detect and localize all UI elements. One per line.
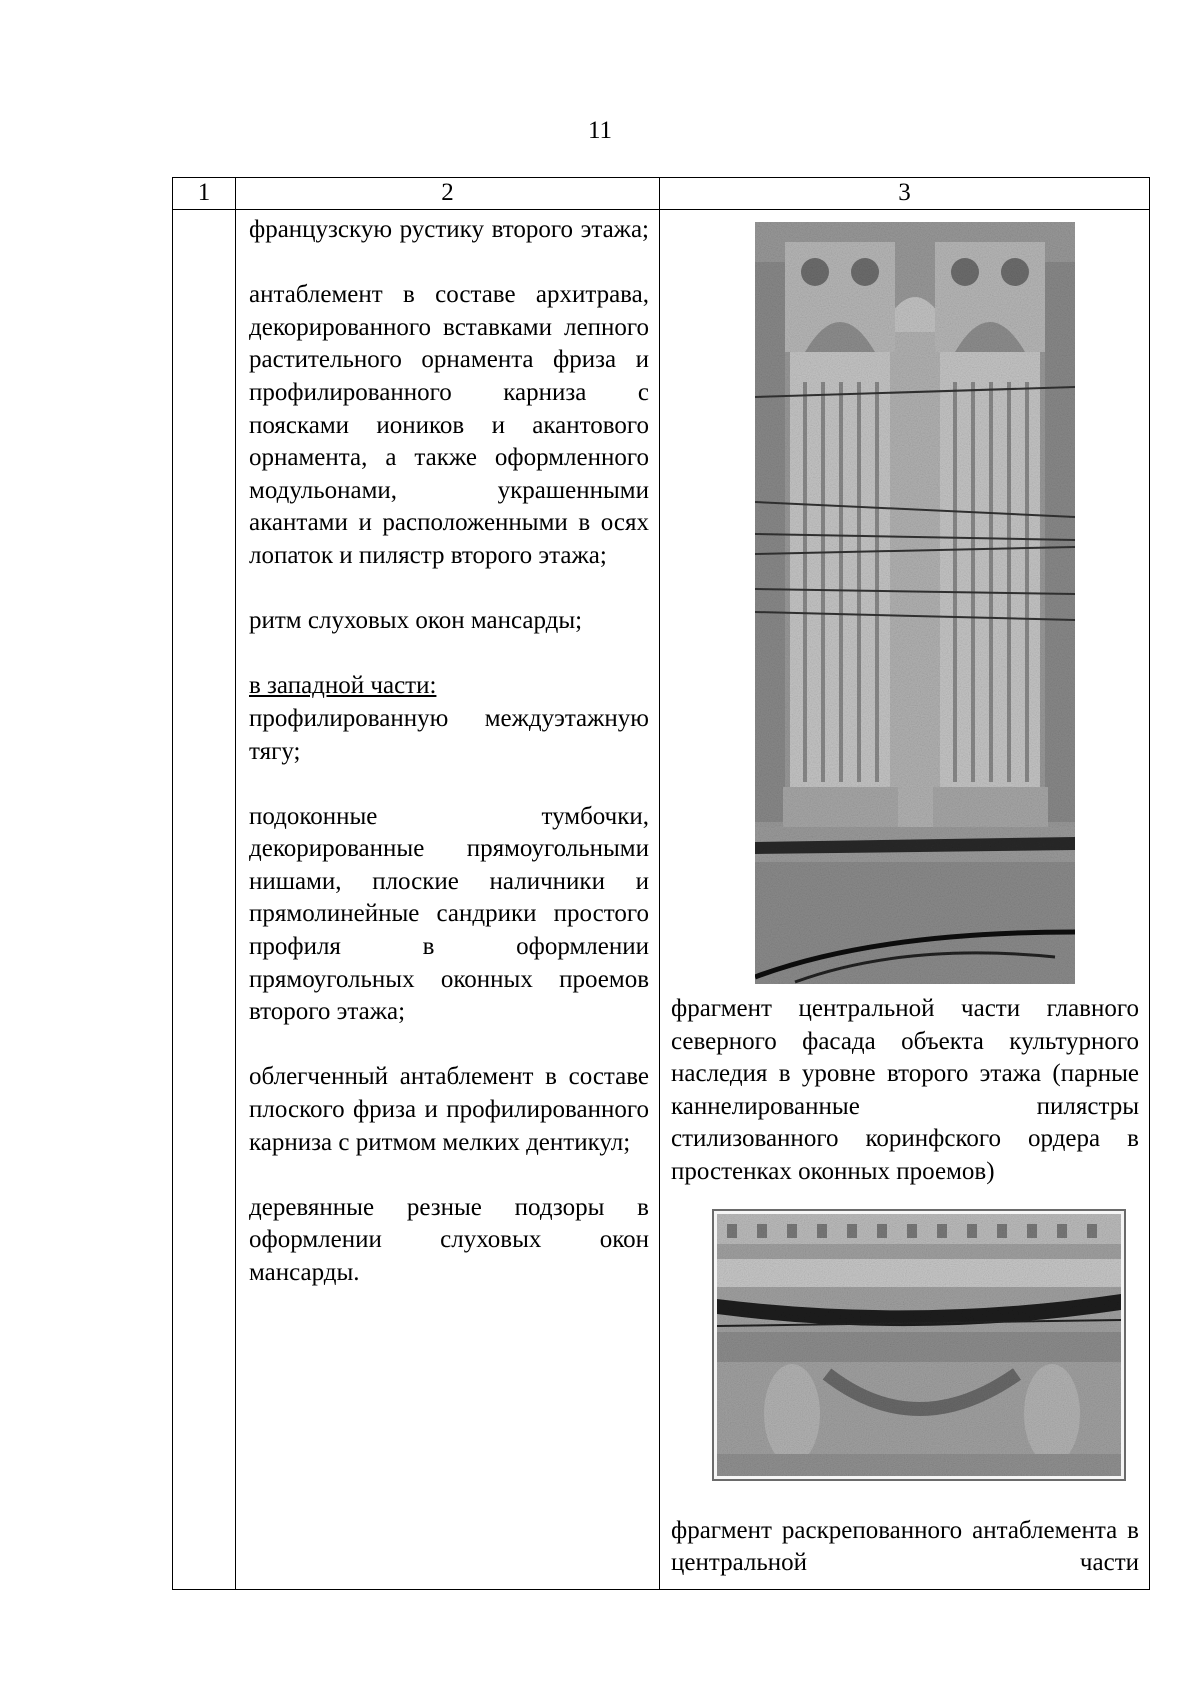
header-cell-1: 1 [173, 178, 236, 210]
caption-entablature: фрагмент раскрепованного антаблемента в центральной части [671, 1516, 1139, 1577]
cell-description [236, 210, 660, 1590]
paragraph-western-part [249, 670, 649, 768]
photo-pilasters [755, 222, 1075, 984]
paragraph-window-details: подоконные тумбочки, декорированные прямоугольными нишами, плоские наличники и прямолинейные сандрики простого профиля в оформлении прямоугольных оконных проемов второго этажа; [249, 802, 649, 1026]
header-cell-3: 3 [660, 178, 1150, 210]
paragraph-dormer-rhythm: ритм слуховых окон мансарды; [249, 607, 583, 635]
table-header-row [173, 178, 1150, 210]
paragraph-entablature: антаблемент в составе архитрава, декорированного вставками лепного растительного орнамента фриза и профилированного карниза с поясками иоников и акантового орнамента, а также оформленного модульонами, украшенными акантами и расположенными в осях лопаток и пилястр второго этажа; [249, 281, 649, 569]
table-row [173, 210, 1150, 1590]
page-number: 11 [587, 117, 613, 144]
paragraph-light-entablature: облегченный антаблемент в составе плоского фриза и профилированного карниза с ритмом мелких дентикул; [249, 1063, 649, 1156]
paragraph-rustication: французскую рустику второго этажа; [249, 216, 649, 243]
heritage-elements-table [172, 177, 1150, 1590]
cell-photos [660, 210, 1150, 1590]
caption-pilasters: фрагмент центральной части главного северного фасада объекта культурного наследия в уровне второго этажа (парные каннелированные пилястры стилизованного коринфского ордера в простенках оконных проемов) [671, 995, 1139, 1185]
header-cell-2: 2 [236, 178, 660, 210]
paragraph-wooden-valances: деревянные резные подзоры в оформлении слуховых окон мансарды. [249, 1193, 649, 1286]
photo-entablature [712, 1209, 1126, 1481]
paragraph-belt-course: профилированную междуэтажную тягу; [249, 704, 649, 765]
section-heading-west: в западной части: [249, 672, 437, 700]
cell-number [173, 210, 236, 1590]
